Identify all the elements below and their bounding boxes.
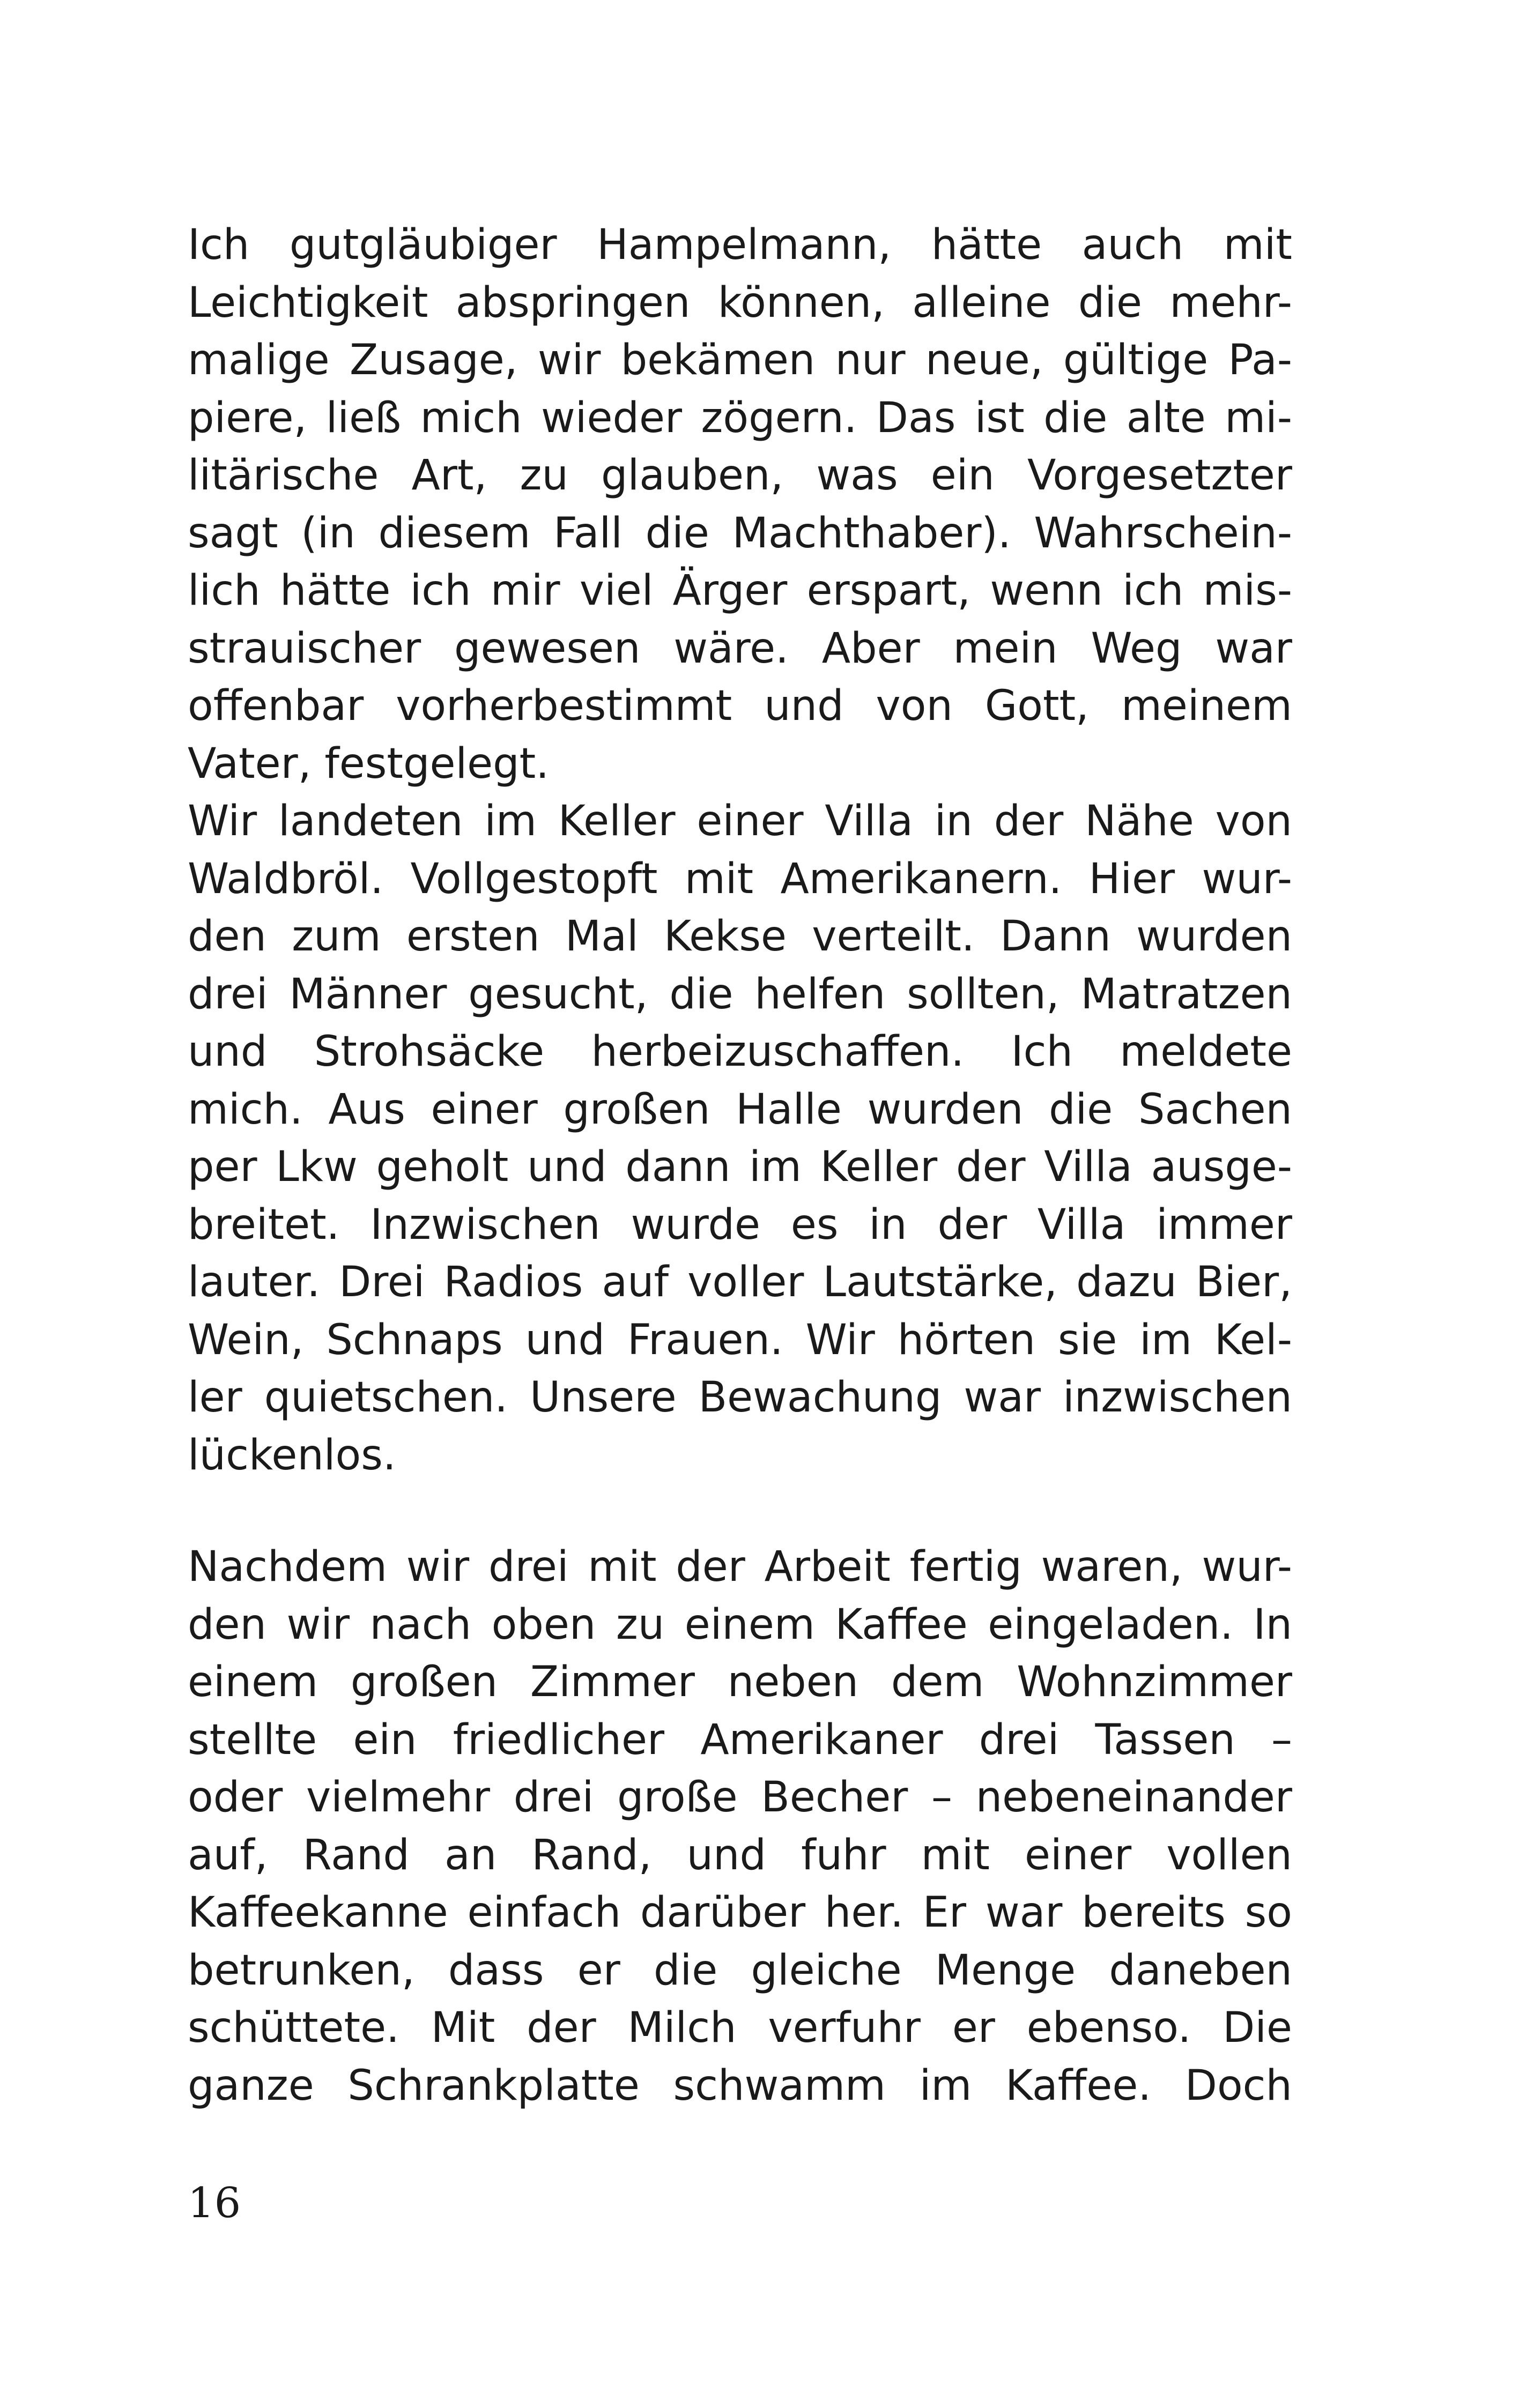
text-line: auf, Rand an Rand, und fuhr mit einer vollen <box>188 1831 1292 1879</box>
text-line: offenbar vorherbestimmt und von Gott, meinem <box>188 682 1292 730</box>
text-line: den zum ersten Mal Kekse verteilt. Dann wurden <box>188 912 1292 961</box>
paragraph-1 <box>188 217 1292 793</box>
text-line: und Strohsäcke herbeizuschaffen. Ich meldete <box>188 1028 1292 1076</box>
text-line: Kaffeekanne einfach darüber her. Er war bereits so <box>188 1889 1292 1937</box>
text-line: stellte ein friedlicher Amerikaner drei Tassen – <box>188 1715 1292 1764</box>
text-line: drei Männer gesucht, die helfen sollten, Matratzen <box>188 970 1292 1019</box>
text-line: den wir nach oben zu einem Kaffee eingeladen. In <box>188 1600 1292 1649</box>
text-line: malige Zusage, wir bekämen nur neue, gültige Pa- <box>188 336 1292 384</box>
text-line: lückenlos. <box>188 1431 396 1480</box>
text-line: einem großen Zimmer neben dem Wohnzimmer <box>188 1658 1292 1706</box>
text-line: lich hätte ich mir viel Ärger erspart, wenn ich mis- <box>188 567 1292 615</box>
text-line: Wir landeten im Keller einer Villa in der Nähe von <box>188 797 1292 845</box>
text-line: Leichtigkeit abspringen können, alleine die mehr- <box>188 278 1292 327</box>
text-line: betrunken, dass er die gleiche Menge daneben <box>188 1946 1292 1995</box>
text-line: Ich gutgläubiger Hampelmann, hätte auch mit <box>188 221 1292 269</box>
text-block-upper <box>188 217 1292 1484</box>
text-line: mich. Aus einer großen Halle wurden die Sachen <box>188 1085 1292 1134</box>
text-line: per Lkw geholt und dann im Keller der Villa ausge- <box>188 1143 1292 1191</box>
text-block-lower <box>188 1539 1292 2115</box>
text-line: litärische Art, zu glauben, was ein Vorgesetzter <box>188 451 1292 500</box>
text-line: Wein, Schnaps und Frauen. Wir hörten sie im Kel- <box>188 1316 1292 1364</box>
text-line: strauischer gewesen wäre. Aber mein Weg war <box>188 624 1292 673</box>
text-line: sagt (in diesem Fall die Machthaber). Wahrschein- <box>188 509 1292 558</box>
text-line: ganze Schrankplatte schwamm im Kaffee. Doch <box>188 2061 1292 2110</box>
text-line: Nachdem wir drei mit der Arbeit fertig waren, wur- <box>188 1543 1292 1591</box>
paragraph-2 <box>188 793 1292 1484</box>
text-line: oder vielmehr drei große Becher – nebeneinander <box>188 1773 1292 1822</box>
text-line: piere, ließ mich wieder zögern. Das ist die alte mi- <box>188 393 1292 442</box>
text-line: ler quietschen. Unsere Bewachung war inzwischen <box>188 1373 1292 1422</box>
text-line: schüttete. Mit der Milch verfuhr er ebenso. Die <box>188 2004 1292 2052</box>
text-line: breitet. Inzwischen wurde es in der Villa immer <box>188 1200 1292 1249</box>
page-number: 16 <box>188 2179 241 2227</box>
text-line: Vater, festgelegt. <box>188 739 550 788</box>
text-line: Waldbröl. Vollgestopft mit Amerikanern. Hier wur- <box>188 854 1292 903</box>
text-line: lauter. Drei Radios auf voller Lautstärke, dazu Bier, <box>188 1258 1292 1306</box>
paragraph-3 <box>188 1539 1292 2115</box>
